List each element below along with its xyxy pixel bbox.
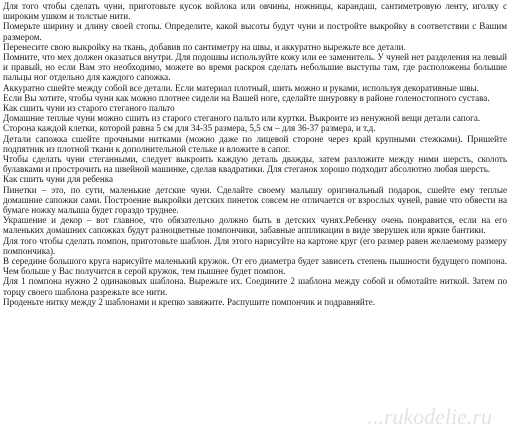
paragraph: Перенесите свою выкройку на ткань, добавив по сантиметру на швы, и аккуратно вырежьте все детали. — [3, 41, 406, 52]
paragraph: Для того чтобы сделать помпон, приготовьте шаблон. Для этого нарисуйте на картоне круг (его размер равен желаемому размеру помпончика). — [3, 235, 507, 256]
paragraph: Сторона каждой клетки, которой равна 5 см для 34-35 размера, 5,5 см – для 36-37 размера, и т.д. — [3, 123, 376, 134]
paragraph: Для того чтобы сделать чуни, приготовьте кусок войлока или овчины, ножницы, карандаш, сантиметровую ленту, иголку с широким ушком и толстые нити. — [3, 1, 507, 22]
article-body — [3, 1, 507, 307]
paragraph: Украшение и декор – вот главное, что обязательно должно быть в детских чунях.Ребенку очень понравится, если на его маленьких домашних сапожках будут разноцветные помпончики, забавные аппликации в виде зверушек или яркие бантики. — [3, 215, 507, 236]
paragraph: Если Вы хотите, чтобы чуни как можно плотнее сидели на Вашей ноге, сделайте шнуровку в районе голеностопного сустава. — [3, 92, 490, 103]
section-heading: Как сшить чуни для ребенка — [3, 174, 114, 185]
paragraph: Для 1 помпона нужно 2 одинаковых шаблона. Вырежьте их. Соедините 2 шаблона между собой и обмотайте ниткой. Затем по торцу своего шаблона разрежьте все нити. — [3, 276, 507, 297]
paragraph: Чтобы сделать чуни стеганными, следует выкроить каждую деталь дважды, затем разложите между ними шерсть, сколоть булавками и прострочить на швейной машинке, сделав квадратики. Для стеганок хорошо подходит абсолютно любая шерсть. — [3, 154, 507, 175]
paragraph: Проденьте нитку между 2 шаблонами и крепко завяжите. Распушите помпончик и подравняйте. — [3, 296, 376, 307]
paragraph: Домашние теплые чуни можно сшить из старого стеганого пальто или куртки. Выкроите из ненужной вещи детали сапога. — [3, 113, 481, 124]
section-heading: Как сшить чуни из старого стеганого пальто — [3, 103, 175, 114]
paragraph: Аккуратно сшейте между собой все детали. Если материал плотный, шить можно и руками, используя декоративные швы. — [3, 82, 479, 93]
paragraph: В середине большого круга нарисуйте маленький кружок. От его диаметра будет зависеть степень пышности будущего помпона. Чем больше у Вас получится в серой кружок, тем пышнее будет помпон. — [3, 256, 507, 277]
watermark: ...rukodelie.ru — [367, 404, 492, 429]
paragraph: Помните, что мех должен оказаться внутри. Для подошвы используйте кожу или ее заменитель. У чуней нет разделения на левый и правый, но если Вам это необходимо, можете во время раскроя сделать небольшие выступы там, где расположены большие пальцы ног отдельно для каждого сапожка. — [3, 52, 507, 83]
paragraph: Померьте ширину и длину своей стопы. Определите, какой высоты будут чуни и постройте выкройку в соответствии с Вашим размером. — [3, 21, 507, 42]
paragraph: Пинетки – это, по сути, маленькие детские чуни. Сделайте своему малышу оригинальный подарок, сшейте ему теплые домашние сапожки сами. Построение выкройки детских пинеток совсем не отличается от взрослых чуней, равие что обвести на бумаге ножку малыша будет гораздо труднее. — [3, 184, 507, 216]
paragraph: Детали сапожка сшейте прочными нитками (можно даже по лицевой стороне через край крупными стежками). Пришейте подпятник из плотной ткани к дополнительной стельке и вложите в сапог. — [3, 133, 507, 154]
